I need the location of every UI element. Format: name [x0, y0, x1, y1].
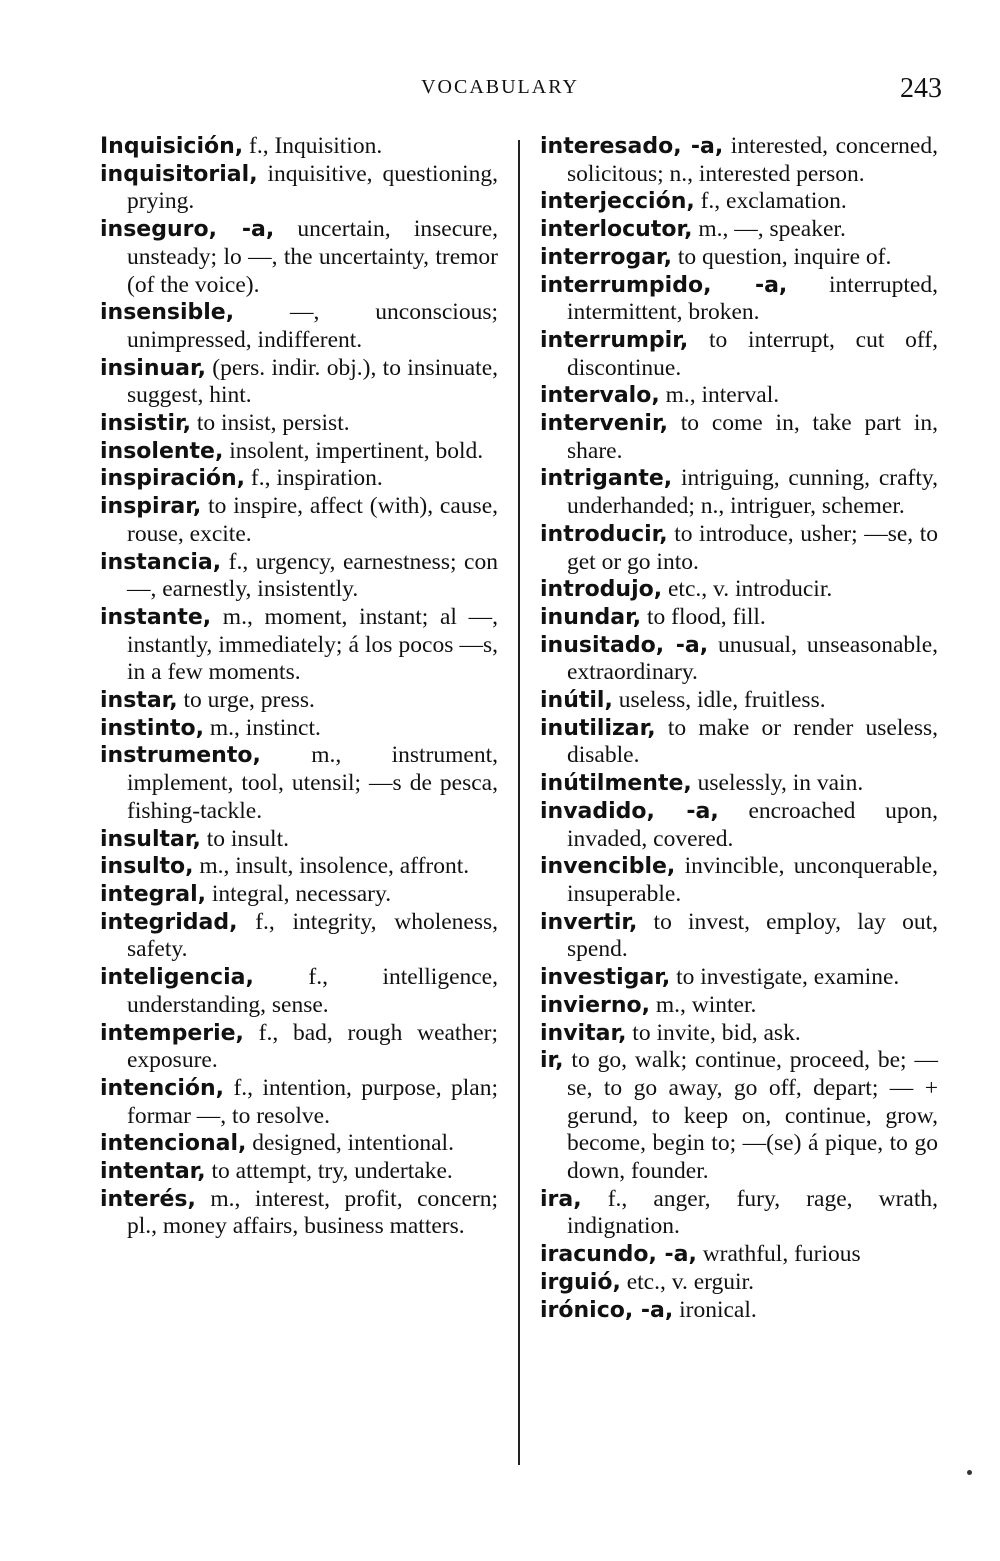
entry-definition: (pers. indir. obj.), to insinuate, suggest, hint.	[127, 354, 498, 409]
entry-definition: to insult.	[200, 825, 289, 852]
entry-headword: Inquisición,	[100, 134, 244, 159]
entry-definition: ironical.	[673, 1296, 757, 1323]
entry-definition: useless, idle, fruitless.	[612, 687, 826, 714]
entry-definition: to flood, fill.	[641, 603, 766, 630]
entry-definition: —, unconscious; unimpressed, indifferent.	[127, 299, 498, 353]
entry-definition: f., inspiration.	[245, 465, 383, 492]
entry-definition: encroached upon, invaded, covered.	[567, 797, 938, 852]
entry-headword: inspirar,	[100, 494, 202, 520]
dictionary-entry	[100, 410, 498, 438]
dictionary-entry	[100, 742, 498, 825]
dictionary-entry	[100, 715, 498, 743]
entry-headword: instante,	[100, 604, 212, 630]
entry-definition: f., intelligence, understanding, sense.	[127, 964, 498, 1018]
entry-definition: f., intention, purpose, plan; formar —, to resolve.	[127, 1074, 498, 1129]
entry-headword: interés,	[100, 1186, 196, 1212]
entry-definition: etc., v. erguir.	[620, 1268, 754, 1295]
entry-headword: inusitado, -a,	[540, 632, 709, 658]
dictionary-entry	[540, 1241, 938, 1269]
entry-headword: insensible,	[100, 300, 235, 326]
entry-definition: to interrupt, cut off, discontinue.	[567, 326, 938, 381]
dictionary-entry	[100, 964, 498, 1019]
entry-definition: f., integrity, wholeness, safety.	[127, 908, 498, 963]
running-head	[0, 73, 1000, 106]
entry-definition: interrupted, intermittent, broken.	[567, 271, 938, 326]
dictionary-entry	[540, 382, 938, 410]
dictionary-entry	[100, 1075, 498, 1130]
entry-headword: insistir,	[100, 411, 191, 437]
entry-headword: instinto,	[100, 715, 205, 741]
entry-headword: insinuar,	[100, 355, 206, 381]
dictionary-entry	[540, 133, 938, 188]
entry-headword: instrumento,	[100, 743, 261, 769]
dictionary-entry	[540, 188, 938, 216]
entry-headword: invierno,	[540, 992, 650, 1018]
dictionary-entry	[100, 493, 498, 548]
entry-headword: integridad,	[100, 909, 238, 935]
entry-headword: integral,	[100, 881, 206, 907]
entry-headword: interjección,	[540, 189, 695, 215]
dictionary-entry	[540, 1047, 938, 1186]
entry-definition: to question, inquire of.	[672, 243, 892, 270]
entry-headword: interesado, -a,	[540, 134, 724, 159]
entry-definition: designed, intentional.	[246, 1130, 454, 1157]
entry-headword: insulto,	[100, 854, 194, 880]
entry-definition: invincible, unconquerable, insuperable.	[567, 853, 938, 907]
entry-definition: to invest, employ, lay out, spend.	[567, 908, 938, 963]
entry-definition: f., urgency, earnestness; con —, earnestly, insistently.	[127, 548, 498, 603]
entry-headword: irónico, -a,	[540, 1297, 674, 1323]
right-column	[540, 133, 938, 1324]
entry-headword: intentar,	[100, 1159, 206, 1185]
entry-definition: etc., v. introducir.	[662, 576, 833, 603]
dictionary-entry	[100, 465, 498, 493]
dictionary-entry	[540, 992, 938, 1020]
entry-definition: m., —, speaker.	[692, 216, 846, 243]
dictionary-entry	[540, 244, 938, 272]
dictionary-entry	[540, 465, 938, 520]
entry-definition: uncertain, insecure, unsteady; lo —, the uncertainty, tremor (of the voice).	[127, 216, 499, 298]
entry-headword: inteligencia,	[100, 965, 254, 991]
dictionary-entry	[100, 853, 498, 881]
entry-definition: to urge, press.	[177, 687, 315, 714]
entry-headword: instar,	[100, 688, 178, 714]
dictionary-entry	[100, 161, 498, 216]
dictionary-entry	[100, 1020, 498, 1075]
entry-headword: intervalo,	[540, 383, 660, 409]
entry-definition: to attempt, try, undertake.	[205, 1158, 453, 1185]
entry-definition: to go, walk; continue, proceed, be; —se, to go away, go off, depart; — + gerund, to keep on, continue, grow, become, begin to; —(se) á pique, to go down, founder.	[563, 1047, 938, 1185]
entry-definition: m., moment, instant; al —, instantly, immediately; á los pocos —s, in a few moments.	[127, 603, 498, 686]
dictionary-entry	[540, 1297, 938, 1325]
dictionary-entry	[540, 327, 938, 382]
dictionary-entry	[540, 715, 938, 770]
dictionary-entry	[100, 604, 498, 687]
entry-definition: f., bad, rough weather; exposure.	[127, 1019, 498, 1074]
entry-headword: interrumpido, -a,	[540, 272, 788, 298]
entry-definition: m., insult, insolence, affront.	[193, 853, 470, 880]
entry-headword: intrigante,	[540, 466, 673, 492]
entry-headword: interrogar,	[540, 244, 673, 270]
dictionary-entry	[540, 1020, 938, 1048]
dictionary-entry	[540, 687, 938, 715]
entry-definition: m., interest, profit, concern; pl., money affairs, business matters.	[127, 1185, 498, 1240]
dictionary-entry	[540, 1269, 938, 1297]
entry-definition: f., exclamation.	[694, 188, 847, 215]
dictionary-entry	[100, 133, 498, 161]
entry-headword: ira,	[540, 1186, 582, 1212]
entry-definition: to inspire, affect (with), cause, rouse, excite.	[127, 493, 498, 547]
entry-headword: insolente,	[100, 438, 224, 464]
entry-definition: m., interval.	[659, 382, 780, 409]
entry-headword: invitar,	[540, 1020, 627, 1046]
entry-headword: irguió,	[540, 1269, 621, 1295]
dictionary-entry	[540, 853, 938, 908]
dictionary-entry	[100, 1158, 498, 1186]
entry-definition: f., anger, fury, rage, wrath, indignation.	[567, 1185, 938, 1240]
running-title: VOCABULARY	[421, 76, 579, 98]
dictionary-entry	[540, 410, 938, 465]
entry-headword: invencible,	[540, 854, 676, 880]
entry-definition: m., instinct.	[204, 714, 321, 741]
dictionary-entry	[100, 687, 498, 715]
entry-headword: intervenir,	[540, 411, 668, 437]
dictionary-entry	[100, 438, 498, 466]
page-number: 243	[900, 73, 942, 104]
entry-headword: ir,	[540, 1048, 564, 1074]
entry-headword: inspiración,	[100, 466, 245, 492]
entry-definition: inquisitive, questioning, prying.	[127, 160, 498, 215]
entry-headword: instancia,	[100, 549, 222, 575]
entry-definition: m., winter.	[650, 991, 757, 1018]
entry-definition: f., Inquisition.	[243, 133, 383, 159]
entry-headword: inquisitorial,	[100, 161, 258, 187]
entry-headword: inútil,	[540, 688, 613, 714]
entry-headword: introducir,	[540, 521, 668, 547]
entry-definition: to introduce, usher; —se, to get or go into.	[567, 520, 938, 575]
entry-headword: investigar,	[540, 965, 671, 991]
dictionary-entry	[540, 1186, 938, 1241]
dictionary-entry	[100, 355, 498, 410]
dictionary-entry	[100, 549, 498, 604]
entry-headword: invertir,	[540, 909, 638, 935]
dictionary-entry	[100, 881, 498, 909]
dictionary-entry	[540, 770, 938, 798]
entry-headword: inutilizar,	[540, 715, 656, 741]
dictionary-entry	[540, 216, 938, 244]
entry-headword: interrumpir,	[540, 327, 689, 353]
entry-definition: interested, concerned, solicitous; n., interested person.	[567, 133, 938, 187]
entry-definition: to come in, take part in, share.	[567, 410, 938, 464]
dictionary-entry	[100, 1130, 498, 1158]
entry-headword: intencional,	[100, 1131, 247, 1157]
dictionary-entry	[540, 521, 938, 576]
entry-definition: unusual, unseasonable, extraordinary.	[567, 631, 939, 686]
entry-headword: interlocutor,	[540, 217, 693, 243]
entry-definition: insolent, impertinent, bold.	[223, 437, 484, 464]
dictionary-entry	[100, 826, 498, 854]
entry-definition: to investigate, examine.	[670, 964, 900, 991]
dictionary-entry	[540, 909, 938, 964]
dictionary-entry	[540, 576, 938, 604]
entry-headword: insultar,	[100, 826, 201, 852]
dictionary-entry	[540, 632, 938, 687]
entry-headword: intención,	[100, 1075, 225, 1101]
dictionary-entry	[100, 1186, 498, 1241]
dictionary-entry	[100, 909, 498, 964]
entry-definition: uselessly, in vain.	[691, 770, 864, 797]
entry-definition: to insist, persist.	[190, 410, 350, 437]
ink-speck	[967, 1470, 972, 1475]
column-divider	[518, 140, 520, 1465]
entry-definition: to invite, bid, ask.	[626, 1019, 801, 1046]
dictionary-entry	[540, 964, 938, 992]
dictionary-entry	[100, 216, 498, 299]
entry-headword: introdujo,	[540, 577, 663, 603]
left-column	[100, 133, 498, 1241]
entry-headword: inseguro, -a,	[100, 217, 275, 243]
dictionary-entry	[540, 272, 938, 327]
entry-definition: to make or render useless, disable.	[567, 714, 938, 769]
entry-headword: iracundo, -a,	[540, 1242, 697, 1268]
dictionary-entry	[540, 604, 938, 632]
entry-headword: intemperie,	[100, 1020, 244, 1046]
dictionary-entry	[540, 798, 938, 853]
entry-definition: integral, necessary.	[205, 880, 392, 907]
entry-definition: wrathful, furious	[696, 1241, 861, 1268]
entry-headword: inundar,	[540, 604, 642, 630]
entry-definition: m., instrument, implement, tool, utensil; —s de pesca, fishing-tackle.	[127, 742, 498, 824]
dictionary-entry	[100, 299, 498, 354]
entry-headword: inútilmente,	[540, 771, 692, 797]
entry-definition: intriguing, cunning, crafty, underhanded; n., intriguer, schemer.	[567, 465, 938, 520]
entry-headword: invadido, -a,	[540, 798, 719, 824]
